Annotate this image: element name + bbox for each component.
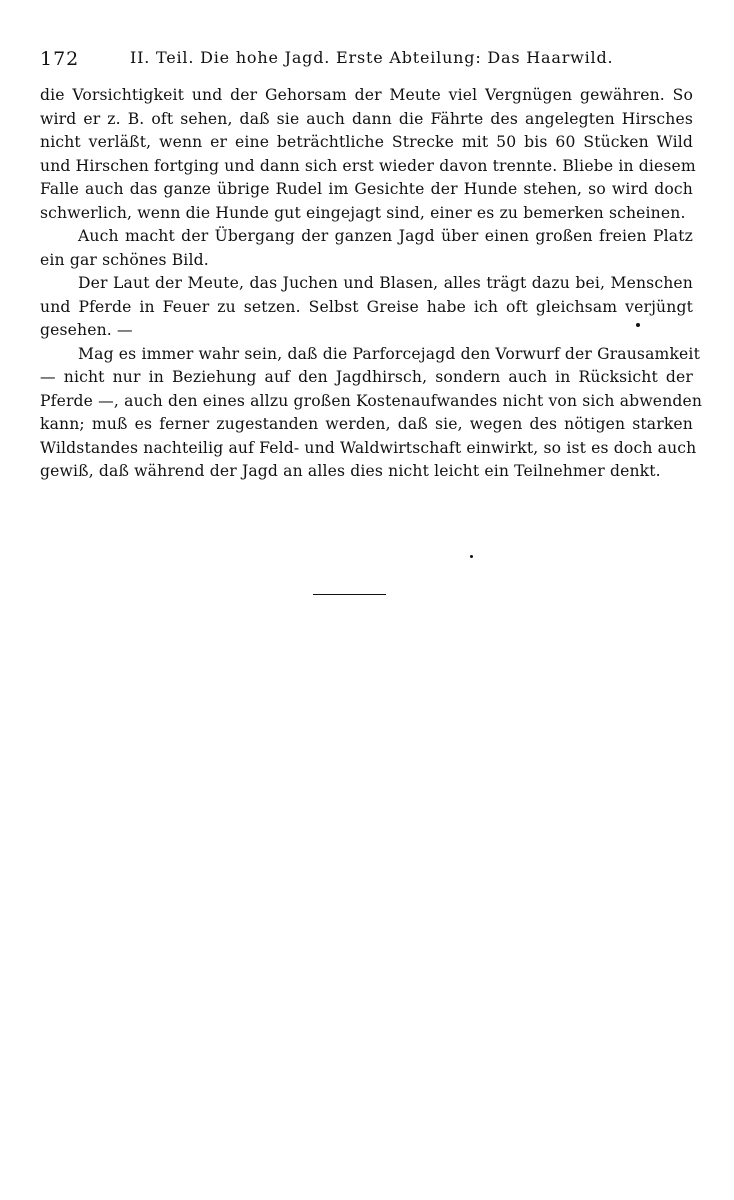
paragraph-2 (40, 225, 693, 272)
text-line: Wildstandes nachteilig auf Feld- und Waldwirtschaft einwirkt, so ist es doch auch (40, 438, 697, 457)
text-line: Der Laut der Meute, das Juchen und Blasen, alles trägt dazu bei, Menschen (78, 274, 693, 292)
text-line: die Vorsichtigkeit und der Gehorsam der Meute viel Vergnügen gewähren. So (40, 86, 693, 104)
text-line: Mag es immer wahr sein, daß die Parforcejagd den Vorwurf der Grausamkeit (78, 344, 700, 363)
running-head (40, 44, 700, 72)
text-line: und Hirschen fortging und dann sich erst wieder davon trennte. Bliebe in diesem (40, 156, 696, 175)
paragraph-1 (40, 84, 696, 225)
text-line: ein gar schönes Bild. (40, 250, 209, 269)
text-line: Pferde —, auch den eines allzu großen Kostenaufwandes nicht von sich abwenden (40, 391, 703, 410)
page-number: 172 (40, 48, 80, 70)
print-speck (470, 555, 473, 558)
text-line: gewiß, daß während der Jagd an alles dies nicht leicht ein Teilnehmer denkt. (40, 462, 661, 480)
paragraph-4 (40, 343, 703, 484)
text-line: — nicht nur in Beziehung auf den Jagdhirsch, sondern auch in Rücksicht der (40, 368, 693, 386)
section-end-rule (313, 594, 386, 595)
text-line: kann; muß es ferner zugestanden werden, daß sie, wegen des nötigen starken (40, 415, 693, 433)
print-speck (636, 323, 640, 327)
paragraph-3 (40, 272, 693, 343)
text-line: gesehen. — (40, 321, 133, 339)
text-line: nicht verläßt, wenn er eine beträchtliche Strecke mit 50 bis 60 Stücken Wild (40, 133, 693, 151)
running-title: II. Teil. Die hohe Jagd. Erste Abteilung: Das Haarwild. (130, 48, 614, 67)
text-line: wird er z. B. oft sehen, daß sie auch dann die Fährte des angelegten Hirsches (40, 109, 693, 128)
body-text (40, 84, 703, 484)
text-line: und Pferde in Feuer zu setzen. Selbst Greise habe ich oft gleichsam verjüngt (40, 297, 693, 316)
text-line: Falle auch das ganze übrige Rudel im Gesichte der Hunde stehen, so wird doch (40, 180, 693, 198)
text-line: schwerlich, wenn die Hunde gut eingejagt sind, einer es zu bemerken scheinen. (40, 203, 686, 222)
text-line: Auch macht der Übergang der ganzen Jagd über einen großen freien Platz (78, 227, 693, 245)
